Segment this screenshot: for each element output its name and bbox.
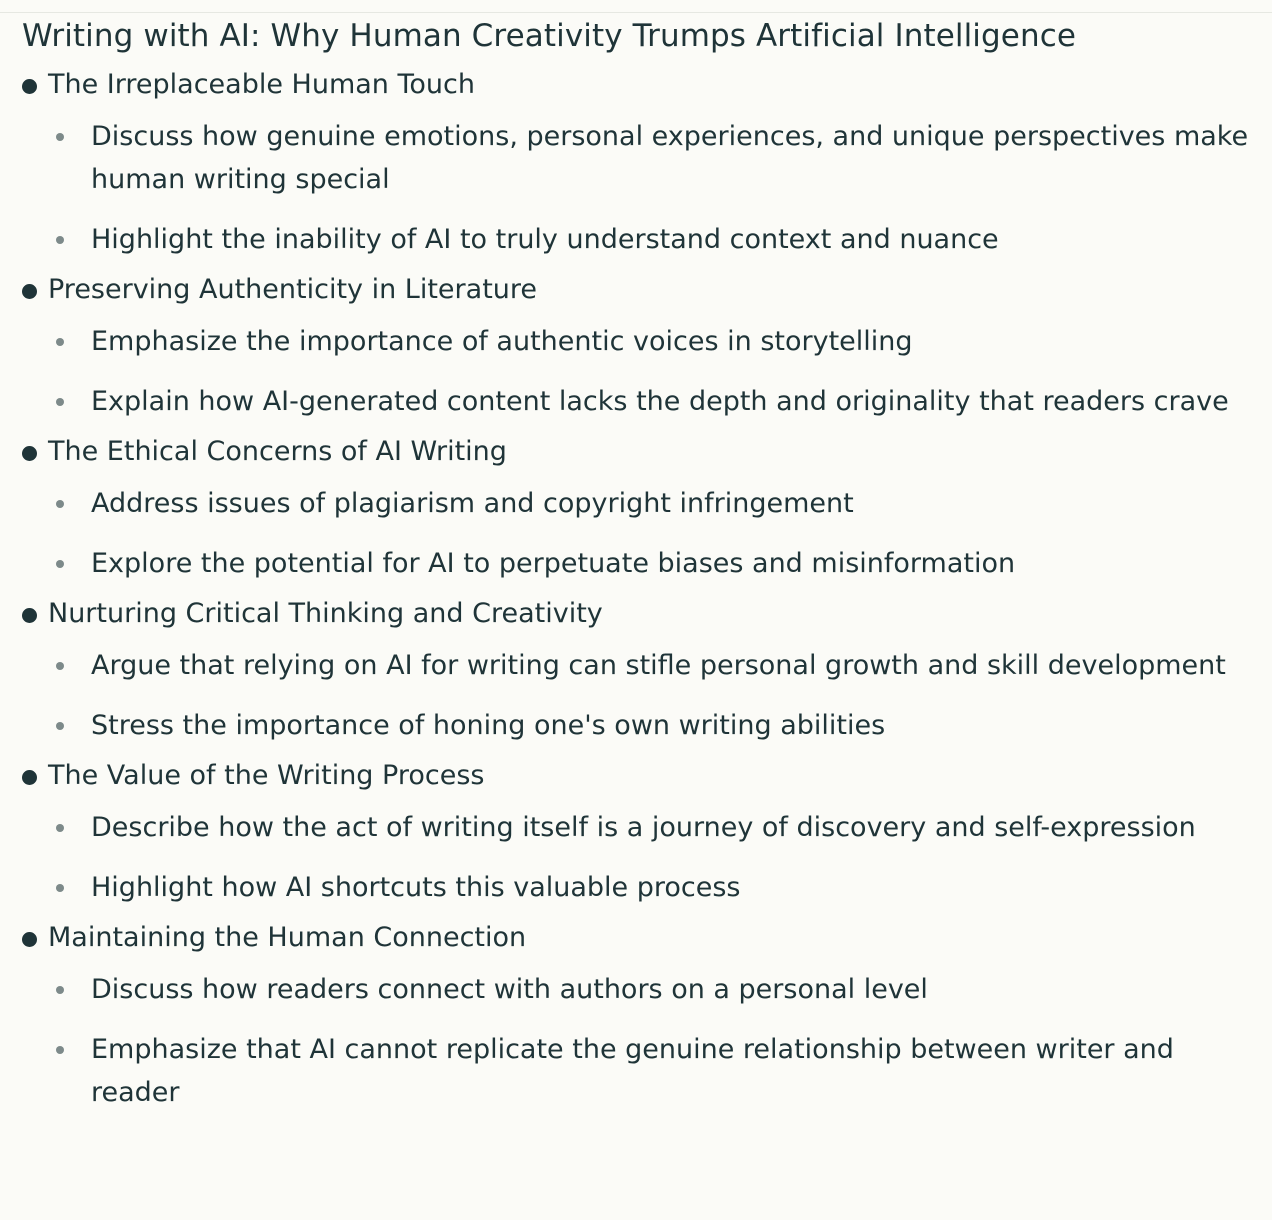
bullet-icon — [56, 824, 64, 832]
list-item — [22, 218, 1251, 261]
section-heading-item — [22, 272, 1262, 308]
bullet-icon — [56, 398, 64, 406]
section-points — [22, 644, 1262, 747]
bullet-icon — [22, 608, 37, 623]
list-item — [22, 866, 1251, 909]
section-points — [22, 482, 1262, 585]
list-item — [22, 704, 1251, 747]
bullet-icon — [56, 722, 64, 730]
section-heading-item — [22, 596, 1262, 632]
point-text: Emphasize that AI cannot replicate the genuine relationship between writer and reader — [91, 1034, 1174, 1108]
outline-section — [22, 758, 1262, 909]
list-item — [22, 644, 1251, 687]
list-item — [22, 380, 1251, 423]
document-title: Writing with AI: Why Human Creativity Trumps Artificial Intelligence — [22, 18, 1077, 54]
point-text: Address issues of plagiarism and copyright infringement — [91, 488, 854, 519]
section-heading-item — [22, 434, 1262, 470]
list-item — [22, 968, 1251, 1011]
list-item — [22, 542, 1251, 585]
bullet-icon — [22, 932, 37, 947]
list-item — [22, 482, 1251, 525]
section-heading: Maintaining the Human Connection — [48, 922, 527, 953]
point-text: Emphasize the importance of authentic voices in storytelling — [91, 326, 913, 357]
point-text: Discuss how genuine emotions, personal experiences, and unique perspectives make human writing special — [91, 121, 1249, 195]
section-heading: The Irreplaceable Human Touch — [48, 69, 475, 100]
point-text: Highlight the inability of AI to truly understand context and nuance — [91, 224, 999, 255]
section-points — [22, 968, 1262, 1114]
point-text: Explain how AI-generated content lacks the depth and originality that readers crave — [91, 386, 1229, 417]
bullet-icon — [56, 884, 64, 892]
point-text: Argue that relying on AI for writing can stifle personal growth and skill development — [91, 650, 1226, 681]
outline-document — [22, 16, 1262, 1125]
bullet-icon — [56, 1046, 64, 1054]
list-item — [22, 806, 1251, 849]
list-item — [22, 115, 1251, 201]
point-text: Discuss how readers connect with authors on a personal level — [91, 974, 928, 1005]
bullet-icon — [56, 986, 64, 994]
outline-section — [22, 596, 1262, 747]
section-points — [22, 320, 1262, 423]
section-heading-item — [22, 758, 1262, 794]
outline-section — [22, 434, 1262, 585]
outline-section — [22, 920, 1262, 1114]
point-text: Stress the importance of honing one's own writing abilities — [91, 710, 886, 741]
bullet-icon — [56, 662, 64, 670]
bullet-icon — [56, 338, 64, 346]
bullet-icon — [22, 79, 37, 94]
point-text: Describe how the act of writing itself is a journey of discovery and self-expression — [91, 812, 1196, 843]
section-points — [22, 806, 1262, 909]
list-item — [22, 1028, 1251, 1114]
section-heading: The Ethical Concerns of AI Writing — [48, 436, 507, 467]
point-text: Explore the potential for AI to perpetuate biases and misinformation — [91, 548, 1016, 579]
bullet-icon — [22, 770, 37, 785]
section-heading: The Value of the Writing Process — [48, 760, 485, 791]
section-heading: Preserving Authenticity in Literature — [48, 274, 538, 305]
section-heading: Nurturing Critical Thinking and Creativity — [48, 598, 603, 629]
section-points — [22, 115, 1262, 261]
section-heading-item — [22, 67, 1262, 103]
bullet-icon — [56, 560, 64, 568]
section-heading-item — [22, 920, 1262, 956]
outline-section — [22, 67, 1262, 261]
bullet-icon — [56, 133, 64, 141]
top-divider — [0, 12, 1272, 13]
list-item — [22, 320, 1251, 363]
point-text: Highlight how AI shortcuts this valuable process — [91, 872, 741, 903]
bullet-icon — [56, 500, 64, 508]
bullet-icon — [56, 236, 64, 244]
bullet-icon — [22, 284, 37, 299]
bullet-icon — [22, 446, 37, 461]
outline-section — [22, 272, 1262, 423]
